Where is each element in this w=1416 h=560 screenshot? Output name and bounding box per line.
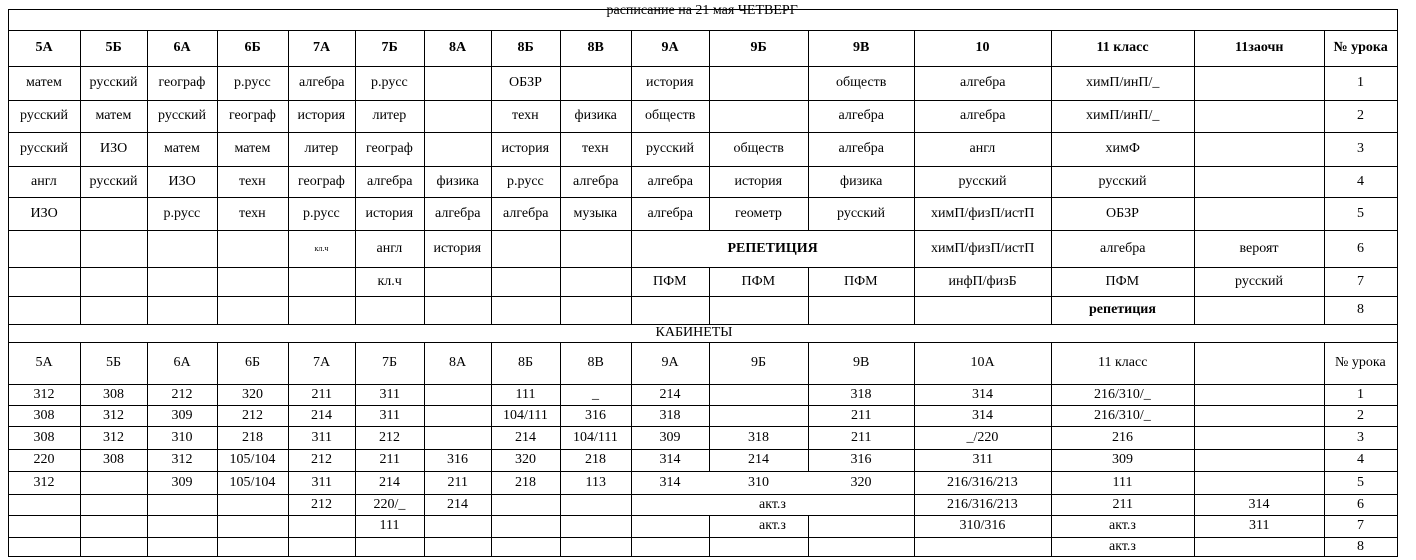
room-cell: 214 — [311, 407, 332, 423]
schedule-cell: химФ — [1105, 141, 1140, 156]
schedule-cell: техн — [239, 173, 266, 189]
schedule-cell: русский — [20, 141, 69, 156]
room-cell: 212 — [379, 429, 400, 445]
schedule-cell: физика — [840, 173, 883, 189]
schedule-cell: р.русс — [303, 205, 340, 221]
schedule-header: 5А — [35, 40, 53, 55]
room-cell: 308 — [33, 429, 55, 445]
schedule-cell: вероят — [1239, 240, 1279, 256]
room-cell: 312 — [33, 386, 55, 402]
col-line — [808, 342, 809, 471]
schedule-cell: матем — [95, 108, 132, 123]
lesson-number: 6 — [1357, 496, 1364, 512]
schedule-cell: ПФМ — [1105, 273, 1140, 289]
rooms-header: № урока — [1335, 355, 1386, 370]
room-cell: 104/111 — [573, 429, 618, 445]
room-cell: 314 — [659, 452, 681, 467]
room-cell: 218 — [585, 452, 606, 467]
schedule-cell: химП/инП/_ — [1086, 75, 1160, 90]
schedule-cell: история — [501, 141, 550, 156]
lesson-number: 3 — [1357, 429, 1364, 445]
room-cell: 212 — [171, 386, 193, 402]
rooms-header: 8В — [587, 355, 604, 370]
room-cell: акт.з — [759, 518, 786, 533]
schedule-cell: химП/физП/истП — [931, 205, 1035, 221]
page-title: расписание на 21 мая ЧЕТВЕРГ — [606, 3, 798, 18]
col-line — [424, 342, 425, 556]
col-line — [1194, 30, 1195, 324]
rooms-header: 9В — [853, 355, 870, 370]
lesson-number: 3 — [1357, 141, 1364, 156]
schedule-cell: русский — [89, 173, 138, 189]
col-line — [1324, 342, 1325, 556]
schedule-cell: англ — [969, 141, 996, 156]
room-cell: 312 — [103, 407, 124, 423]
room-cell: 310 — [171, 429, 193, 445]
room-cell: 212 — [311, 496, 332, 512]
room-cell: акт.з — [1109, 538, 1136, 554]
rooms-header: 5А — [35, 355, 53, 370]
room-cell: 310 — [748, 474, 769, 490]
lesson-number: 7 — [1357, 518, 1364, 533]
room-cell: 105/104 — [229, 452, 276, 467]
schedule-cell: техн — [512, 108, 539, 123]
schedule-cell: географ — [366, 141, 413, 156]
room-cell: 111 — [515, 386, 536, 402]
lesson-number: 4 — [1357, 452, 1364, 467]
schedule-cell: геометр — [735, 205, 782, 221]
lesson-number: 2 — [1357, 108, 1364, 123]
schedule-cell: инфП/физБ — [948, 273, 1017, 289]
frame-bottom — [8, 556, 1397, 557]
col-line — [914, 342, 915, 556]
schedule-cell: алгебра — [435, 205, 481, 221]
room-cell: 314 — [972, 386, 993, 402]
schedule-cell: географ — [229, 108, 276, 123]
lesson-number: 5 — [1357, 205, 1364, 221]
schedule-cell: история — [297, 108, 346, 123]
room-cell: 211 — [311, 386, 332, 402]
schedule-header: 5Б — [105, 40, 122, 55]
room-cell: 216 — [1112, 429, 1133, 445]
col-line — [1324, 30, 1325, 324]
col-line — [709, 342, 710, 471]
schedule-cell: кл.ч — [377, 273, 402, 289]
schedule-cell: англ — [31, 173, 57, 189]
frame-left — [8, 9, 9, 557]
col-line — [1194, 342, 1195, 556]
room-cell: 211 — [1112, 496, 1133, 512]
schedule-cell: ПФМ — [741, 273, 776, 289]
schedule-cell: история — [433, 240, 482, 256]
room-cell: 105/104 — [229, 474, 276, 490]
rooms-title: КАБИНЕТЫ — [655, 325, 733, 340]
schedule-cell: алгебра — [299, 75, 345, 90]
schedule-cell: ОБЗР — [509, 75, 542, 90]
room-cell: 316 — [850, 452, 872, 467]
schedule-cell: литер — [372, 108, 407, 123]
col-line — [217, 342, 218, 556]
schedule-cell: ИЗО — [100, 141, 128, 156]
schedule-cell: русский — [837, 205, 886, 221]
room-cell: 309 — [1112, 452, 1133, 467]
room-cell: 214 — [748, 452, 769, 467]
schedule-cell: репетиция — [1089, 302, 1156, 317]
room-cell: 318 — [748, 429, 769, 445]
col-line — [288, 30, 289, 324]
schedule-cell: р.русс — [371, 75, 408, 90]
schedule-header: 6А — [173, 40, 191, 55]
room-cell: 220 — [33, 452, 55, 467]
schedule-cell: русский — [1235, 273, 1284, 289]
rooms-header: 5Б — [106, 355, 122, 370]
room-cell: 314 — [659, 474, 681, 490]
schedule-cell: обществ — [733, 141, 784, 156]
schedule-cell: алгебра — [838, 108, 884, 123]
room-cell: 212 — [311, 452, 332, 467]
col-line — [147, 342, 148, 556]
col-line — [560, 30, 561, 324]
col-line — [808, 267, 809, 324]
room-cell: 216/310/_ — [1094, 407, 1151, 423]
col-line — [1051, 342, 1052, 556]
schedule-header: 11 класс — [1096, 40, 1149, 55]
room-cell: 111 — [1112, 474, 1133, 490]
room-cell: 309 — [171, 407, 193, 423]
schedule-header: 11заочн — [1235, 40, 1284, 55]
col-line — [424, 30, 425, 324]
lesson-number: 8 — [1357, 538, 1364, 554]
room-cell: 216/316/213 — [947, 496, 1018, 512]
col-line — [355, 30, 356, 324]
schedule-header: 8В — [587, 40, 604, 55]
schedule-cell: ПФМ — [844, 273, 878, 289]
col-line — [560, 342, 561, 556]
room-cell: 312 — [33, 474, 55, 490]
room-cell: 314 — [1248, 496, 1270, 512]
schedule-cell: р.русс — [163, 205, 201, 221]
schedule-cell: техн — [582, 141, 609, 156]
room-cell: акт.з — [759, 496, 786, 512]
room-cell: 320 — [242, 386, 263, 402]
schedule-cell: р.русс — [507, 173, 544, 189]
room-cell: 312 — [171, 452, 193, 467]
col-line — [709, 267, 710, 324]
schedule-cell: р.русс — [234, 75, 271, 90]
schedule-cell: кл.ч — [314, 243, 329, 253]
schedule-cell: ОБЗР — [1106, 205, 1139, 221]
lesson-number: 1 — [1357, 75, 1364, 90]
room-cell: 214 — [659, 386, 681, 402]
schedule-cell: алгебра — [838, 141, 884, 156]
room-cell: 312 — [103, 429, 124, 445]
schedule-header: 9В — [853, 40, 870, 55]
col-line — [631, 342, 632, 556]
room-cell: 308 — [103, 452, 124, 467]
schedule-cell: матем — [26, 75, 62, 90]
room-cell: 211 — [447, 474, 468, 490]
schedule-header: 10 — [975, 40, 990, 55]
room-cell: 104/111 — [503, 407, 548, 423]
room-cell: 214 — [379, 474, 400, 490]
rooms-header: 10А — [970, 355, 995, 370]
lesson-number: 5 — [1357, 474, 1364, 490]
room-cell: 218 — [242, 429, 263, 445]
rooms-header: 7А — [313, 355, 331, 370]
room-cell: акт.з — [1109, 518, 1136, 533]
room-cell: 216/316/213 — [947, 474, 1018, 490]
col-line — [80, 30, 81, 324]
rooms-header: 7Б — [382, 355, 398, 370]
rooms-header: 8Б — [518, 355, 534, 370]
schedule-header: 6Б — [244, 40, 261, 55]
room-cell: 309 — [171, 474, 193, 490]
room-cell: 318 — [850, 386, 872, 402]
room-cell: 311 — [379, 386, 400, 402]
room-cell: 320 — [850, 474, 872, 490]
col-line — [147, 30, 148, 324]
schedule-cell: химП/инП/_ — [1086, 108, 1160, 123]
room-cell: _/220 — [966, 429, 999, 445]
schedule-cell: алгебра — [960, 75, 1006, 90]
room-cell: 311 — [972, 452, 993, 467]
schedule-cell: обществ — [645, 108, 696, 123]
schedule-cell: алгебра — [647, 173, 693, 189]
schedule-cell: англ — [376, 240, 403, 256]
col-line — [288, 342, 289, 556]
room-cell: _ — [592, 386, 599, 402]
schedule-cell: русский — [1098, 173, 1147, 189]
room-cell: 316 — [585, 407, 606, 423]
schedule-cell: географ — [298, 173, 345, 189]
col-line — [491, 342, 492, 556]
room-cell: 218 — [515, 474, 536, 490]
col-line — [1051, 30, 1052, 324]
schedule-cell: техн — [239, 205, 266, 221]
schedule-cell: алгебра — [647, 205, 693, 221]
schedule-cell: ИЗО — [30, 205, 58, 221]
col-line — [914, 30, 915, 324]
schedule-header: 8Б — [517, 40, 534, 55]
schedule-cell: история — [734, 173, 783, 189]
lesson-number: 4 — [1357, 173, 1364, 189]
schedule-header: 9А — [661, 40, 679, 55]
lesson-number: 8 — [1357, 302, 1364, 317]
lesson-number: 1 — [1357, 386, 1364, 402]
room-cell: 214 — [447, 496, 468, 512]
room-cell: 111 — [379, 518, 400, 533]
schedule-cell: литер — [304, 141, 339, 156]
schedule-cell: матем — [164, 141, 200, 156]
schedule-header: № урока — [1333, 40, 1388, 55]
schedule-header: 9Б — [750, 40, 767, 55]
lesson-number: 2 — [1357, 407, 1364, 423]
rooms-header: 11 класс — [1098, 355, 1148, 370]
schedule-header: 7Б — [381, 40, 398, 55]
room-cell: 311 — [311, 429, 332, 445]
room-cell: 311 — [379, 407, 400, 423]
schedule-cell: матем — [234, 141, 271, 156]
room-cell: 212 — [242, 407, 263, 423]
schedule-cell: ИЗО — [168, 173, 196, 189]
room-cell: 314 — [972, 407, 993, 423]
room-cell: 318 — [659, 407, 681, 423]
col-line — [808, 515, 809, 556]
room-cell: 320 — [515, 452, 536, 467]
rooms-header: 6Б — [245, 355, 261, 370]
room-cell: 211 — [851, 429, 872, 445]
room-cell: 211 — [851, 407, 872, 423]
schedule-cell: ПФМ — [653, 273, 687, 289]
schedule-cell: химП/физП/истП — [931, 240, 1035, 256]
schedule-cell: история — [365, 205, 414, 221]
col-line — [709, 30, 710, 230]
room-cell: 308 — [33, 407, 55, 423]
schedule-cell: русский — [89, 75, 138, 90]
schedule-cell: алгебра — [573, 173, 619, 189]
rooms-header: 9А — [661, 355, 679, 370]
room-cell: 311 — [1249, 518, 1270, 533]
lesson-number: 6 — [1357, 240, 1364, 256]
col-line — [709, 515, 710, 556]
room-cell: 308 — [103, 386, 124, 402]
room-cell: 214 — [515, 429, 536, 445]
rooms-header: 8А — [449, 355, 467, 370]
schedule-cell: музыка — [573, 205, 618, 221]
col-line — [217, 30, 218, 324]
room-cell: 310/316 — [959, 518, 1006, 533]
room-cell: 316 — [447, 452, 468, 467]
schedule-cell: история — [646, 75, 694, 90]
schedule-cell: географ — [158, 75, 206, 90]
schedule-cell: русский — [20, 108, 69, 123]
schedule-header: 8А — [449, 40, 467, 55]
col-line — [808, 30, 809, 230]
schedule-cell: алгебра — [367, 173, 413, 189]
schedule-cell: алгебра — [1100, 240, 1146, 256]
frame-right — [1397, 9, 1398, 557]
room-cell: 211 — [379, 452, 400, 467]
rooms-header: 6А — [173, 355, 191, 370]
schedule-cell: алгебра — [960, 108, 1006, 123]
col-line — [80, 342, 81, 556]
room-cell: 216/310/_ — [1094, 386, 1151, 402]
rooms-header: 9Б — [751, 355, 767, 370]
room-cell: 220/_ — [373, 496, 406, 512]
schedule-cell: физика — [436, 173, 479, 189]
schedule-cell: русский — [158, 108, 207, 123]
room-cell: 309 — [659, 429, 681, 445]
col-line — [491, 30, 492, 324]
schedule-cell: алгебра — [503, 205, 549, 221]
repetition-label: РЕПЕТИЦИЯ — [727, 240, 818, 256]
room-cell: 113 — [585, 474, 606, 490]
room-cell: 311 — [311, 474, 332, 490]
schedule-cell: обществ — [836, 75, 887, 90]
col-line — [355, 342, 356, 556]
schedule-cell: русский — [646, 141, 695, 156]
col-line — [631, 30, 632, 324]
schedule-cell: физика — [574, 108, 617, 123]
schedule-cell: русский — [958, 173, 1007, 189]
schedule-header: 7А — [313, 40, 331, 55]
lesson-number: 7 — [1357, 273, 1364, 289]
